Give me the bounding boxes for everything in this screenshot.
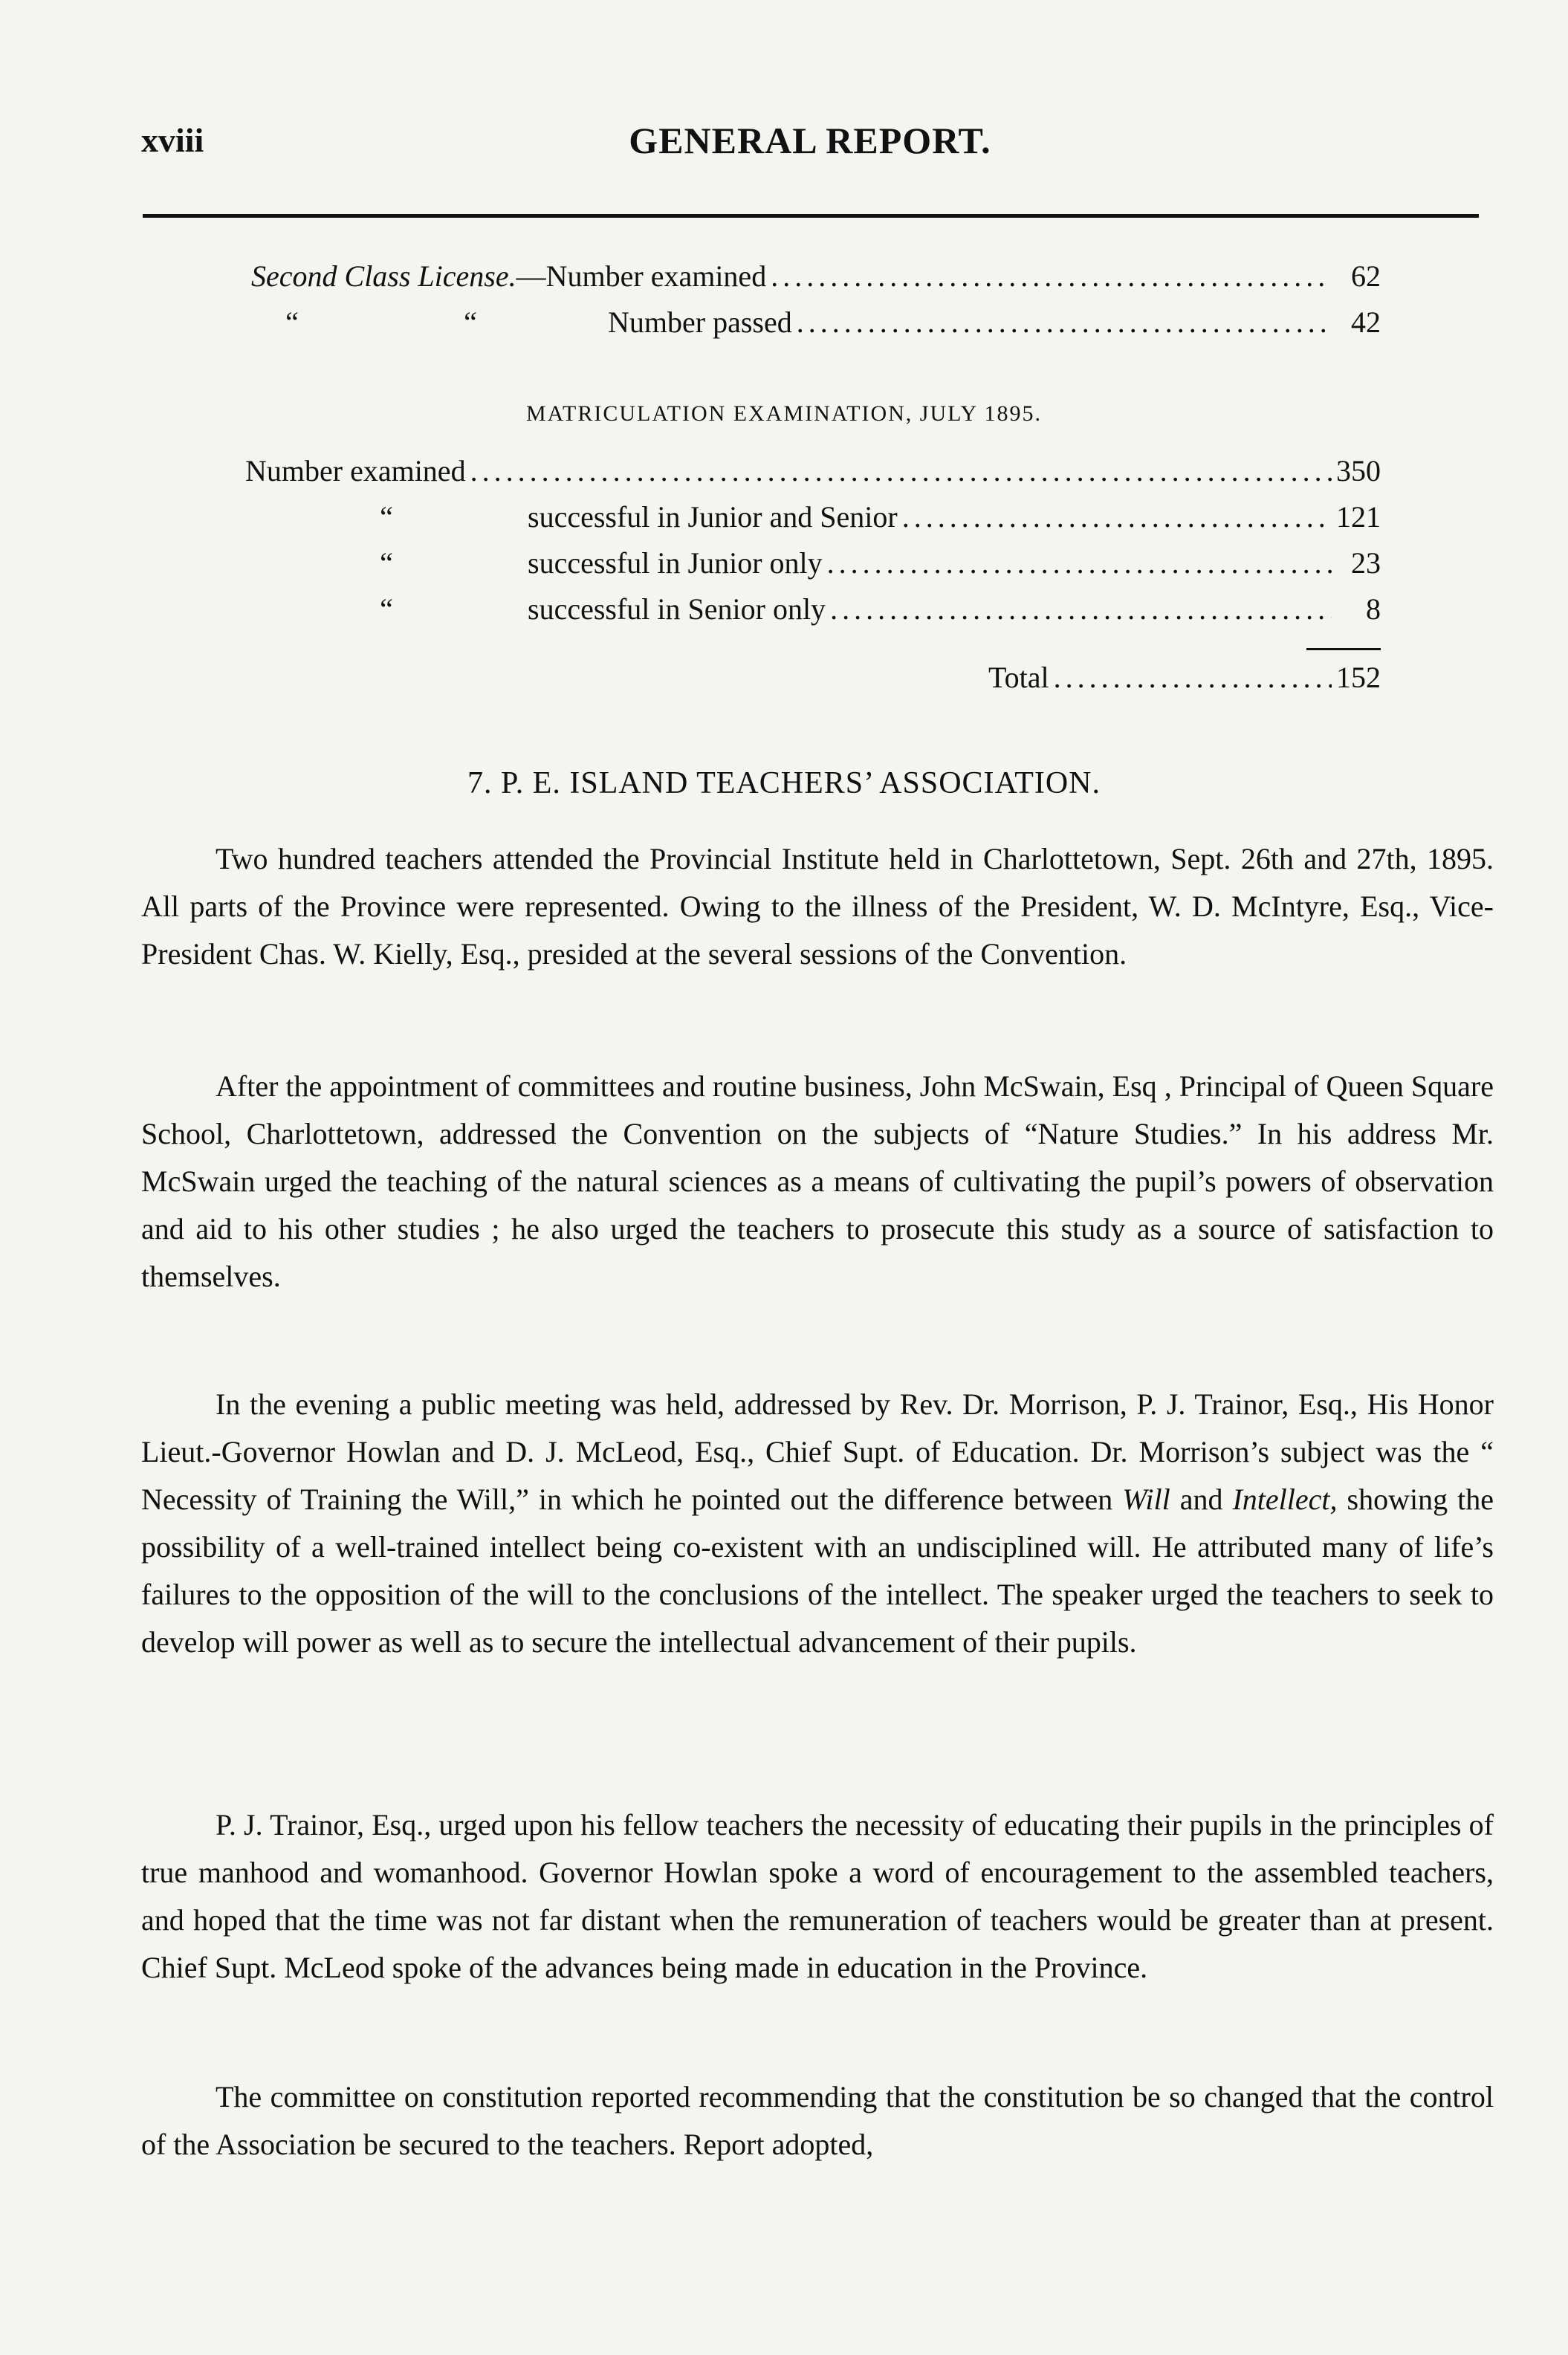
matric-total-row — [988, 660, 1381, 695]
matric-row-junior — [245, 545, 1381, 580]
dot-leader — [797, 305, 1332, 340]
dot-leader — [902, 499, 1332, 534]
matric-row-examined — [245, 453, 1381, 488]
ditto-mark: “ — [380, 500, 393, 534]
ditto-mark: “ — [285, 305, 299, 339]
dot-leader — [771, 259, 1332, 294]
matric-label: successful in Senior only — [528, 592, 826, 626]
dot-leader — [827, 545, 1332, 580]
matric-value: 23 — [1351, 546, 1381, 580]
matriculation-heading: MATRICULATION EXAMINATION, JULY 1895. — [525, 401, 1042, 426]
paragraph — [141, 1381, 1494, 1666]
matric-value: 350 — [1336, 454, 1381, 487]
paragraph-text: In the evening a public meeting was held, addressed by Rev. Dr. Morrison, P. J. Trainor, Esq., His Honor Lieut.-Governor Howlan and D. J. McLeod, Esq., Chief Supt. of Education. Dr. Morrison’s subject was the “ Necessity of Training the Will,” in which he pointed out the difference between — [141, 1387, 1494, 1516]
total-rule — [1306, 648, 1381, 650]
paragraph: Two hundred teachers attended the Provincial Institute held in Charlottetown, Sept. 26th and 27th, 1895. All parts of the Province were represented. Owing to the illness of the President, W. D. McIntyre, Esq., Vice-President Chas. W. Kielly, Esq., presided at the several sessions of the Convention. — [141, 842, 1494, 971]
matric-label: successful in Junior only — [528, 546, 823, 580]
matric-label: successful in Junior and Senior — [528, 500, 898, 534]
second-class-passed-value: 42 — [1351, 305, 1381, 339]
second-class-passed-label: Number passed — [608, 305, 792, 339]
header-rule — [143, 214, 1479, 218]
matric-value: 121 — [1336, 500, 1381, 534]
matric-value: 8 — [1366, 592, 1381, 626]
page-header — [141, 111, 1479, 171]
second-class-label: Second Class License. — [251, 259, 516, 293]
paragraph: P. J. Trainor, Esq., urged upon his fellow teachers the necessity of educating their pupils in the principles of true manhood and womanhood. Governor Howlan spoke a word of encouragement to the assembled teachers, and hoped that the time was not far distant when the remuneration of teachers would be greater than at present. Chief Supt. McLeod spoke of the advances being made in education in the Province. — [141, 1808, 1494, 1984]
ditto-mark: “ — [464, 305, 477, 339]
emphasis-intellect: Intellect, — [1232, 1483, 1338, 1516]
paragraph: The committee on constitution reported recommending that the constitution be so changed that the control of the Association be secured to the teachers. Report adopted, — [141, 2080, 1494, 2161]
paragraph-text: showing the possibility of a well-trained intellect being co-existent with an undisciplined will. He attributed many of life’s failures to the opposition of the will to the conclusions of the intellect. The speaker urged the teachers to seek to develop will power as well as to secure the intellectual advancement of their pupils. — [141, 1483, 1494, 1659]
second-class-passed-row — [251, 305, 1381, 340]
total-label: Total — [988, 661, 1049, 694]
paragraph: After the appointment of committees and routine business, John McSwain, Esq , Principal of Queen Square School, Charlottetown, addressed the Convention on the subjects of “Nature Studies.” In his address Mr. McSwain urged the teaching of the natural sciences as a means of cultivating the pupil’s powers of observation and aid to his other studies ; he also urged the teachers to prosecute this study as a source of satisfaction to themselves. — [141, 1069, 1494, 1293]
dot-leader — [830, 592, 1332, 626]
total-value: 152 — [1336, 661, 1381, 694]
matric-row-senior — [245, 592, 1381, 626]
second-class-examined-value: 62 — [1351, 259, 1381, 293]
section-title: 7. P. E. ISLAND TEACHERS’ ASSOCIATION. — [467, 766, 1101, 800]
emphasis-will: Will — [1122, 1483, 1170, 1516]
ditto-mark: “ — [380, 546, 393, 580]
matric-label: Number examined — [245, 454, 466, 487]
paragraph-text: and — [1170, 1483, 1233, 1516]
dot-leader — [1054, 660, 1332, 695]
second-class-examined-row — [251, 259, 1381, 294]
dot-leader — [470, 453, 1332, 488]
ditto-mark: “ — [380, 592, 393, 626]
second-class-examined-label: —Number examined — [516, 259, 767, 293]
page-number: xviii — [141, 121, 204, 159]
matric-row-junior-senior — [245, 499, 1381, 534]
running-title: GENERAL REPORT. — [629, 120, 991, 161]
